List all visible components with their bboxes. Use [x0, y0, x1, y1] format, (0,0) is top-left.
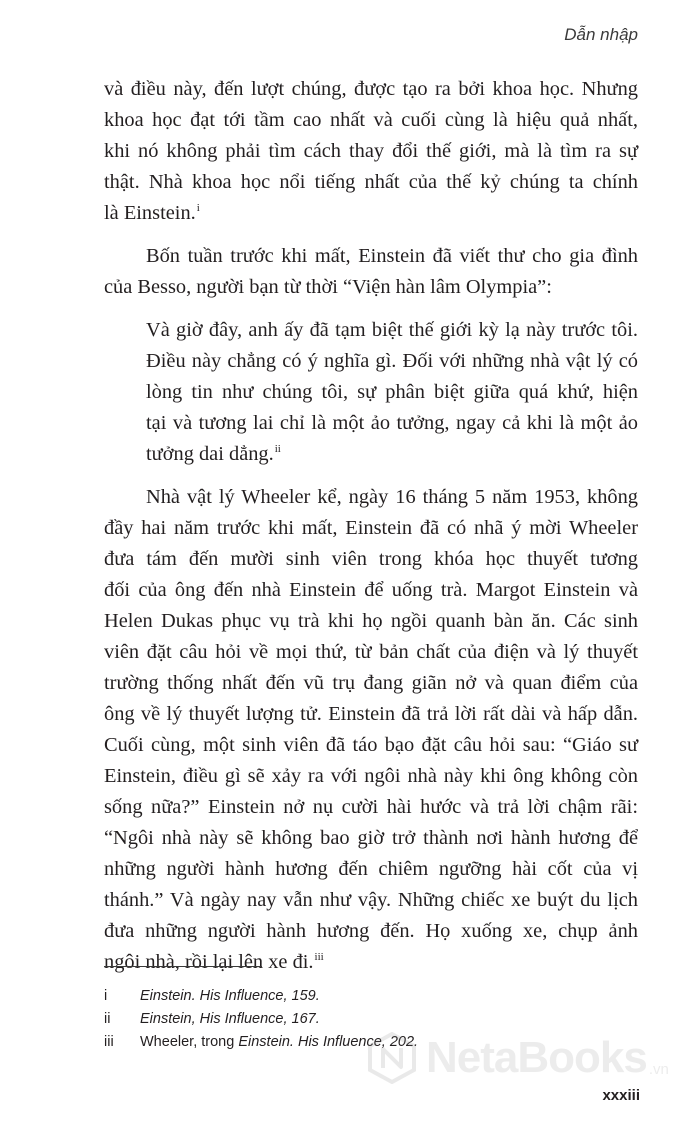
footnote-mark: i	[104, 988, 108, 1004]
text-line: Einstein, điều gì sẽ xảy ra với ngôi nhà này khi ông không còn	[104, 765, 638, 787]
text-line: “Ngôi nhà này sẽ không bao giờ trở thành nơi hành hương để	[104, 827, 638, 849]
text-line: Và giờ đây, anh ấy đã tạm biệt thế giới kỳ lạ này trước tôi.	[146, 319, 638, 341]
text-line-last	[146, 439, 638, 470]
paragraph-1	[104, 74, 638, 229]
watermark-suffix: .vn	[648, 1061, 669, 1078]
watermark-brand: NetaBooks	[426, 1033, 647, 1082]
footnote-citation: Einstein. His Influence, 202.	[238, 1034, 419, 1050]
footnote	[104, 1008, 644, 1031]
text-line: khi nó không phải tìm cách thay đổi thế giới, mà là tìm ra sự	[104, 140, 638, 162]
watermark	[366, 1032, 669, 1084]
text-line-content: là Einstein.	[104, 202, 196, 224]
text-line: Nhà vật lý Wheeler kể, ngày 16 tháng 5 năm 1953, không	[146, 486, 638, 508]
footnote-text	[140, 985, 320, 1008]
text-line: thánh.” Và ngày nay vẫn như vậy. Những chiếc xe buýt du lịch	[104, 889, 638, 911]
text-line: Bốn tuần trước khi mất, Einstein đã viết thư cho gia đình	[146, 245, 638, 267]
text-line: những người hành hương đến chiêm ngưỡng hài cốt của vị	[104, 858, 638, 880]
footnote-reference[interactable]: i	[196, 202, 200, 214]
text-line: đối của ông đến nhà Einstein để uống trà. Margot Einstein và	[104, 579, 638, 601]
footnote-mark: ii	[104, 1011, 111, 1027]
footnote-text	[140, 1008, 320, 1031]
text-line: của Besso, người bạn từ thời “Viện hàn lâm Olympia”:	[104, 276, 552, 298]
text-line: Điều này chẳng có ý nghĩa gì. Đối với những nhà vật lý có	[146, 350, 638, 372]
text-line-last	[104, 198, 638, 229]
text-line: đầy hai năm trước khi mất, Einstein đã có nhã ý mời Wheeler	[104, 517, 638, 539]
footnote-mark: iii	[104, 1034, 114, 1050]
text-line-content: tưởng dai dẳng.	[146, 443, 274, 465]
page-number: xxxiii	[602, 1087, 640, 1104]
paragraph-4	[104, 482, 638, 978]
text-line: sống nữa?” Einstein nở nụ cười hài hước và trả lời chậm rãi:	[104, 796, 638, 818]
text-line: đưa những người hành hương đến. Họ xuống xe, chụp ảnh	[104, 920, 638, 942]
body-text	[104, 74, 638, 978]
footnote-plain: Wheeler, trong	[140, 1034, 239, 1050]
paragraph-2	[104, 241, 638, 303]
netabooks-logo-icon	[366, 1032, 418, 1084]
text-line: tại và tương lai chỉ là một ảo tưởng, ngay cả khi là một ảo	[146, 412, 638, 434]
text-line: khoa học đạt tới tầm cao nhất và cuối cùng là hiệu quả nhất,	[104, 109, 638, 131]
footnote-divider	[104, 966, 262, 967]
text-line: và điều này, đến lượt chúng, được tạo ra bởi khoa học. Nhưng	[104, 78, 638, 100]
text-line: lòng tin như chúng tôi, sự phân biệt giữa quá khứ, hiện	[146, 381, 638, 403]
text-line: thật. Nhà khoa học nổi tiếng nhất của thế kỷ chúng ta chính	[104, 171, 638, 193]
footnote-reference[interactable]: ii	[274, 443, 281, 455]
text-line: đưa tám đến mười sinh viên trong khóa học thuyết tương	[104, 548, 638, 570]
footnote-reference[interactable]: iii	[314, 951, 324, 963]
footnote-citation: Einstein. His Influence, 159.	[140, 988, 320, 1004]
text-line-content: ngôi nhà, rồi lại lên xe đi.	[104, 951, 314, 973]
footnote-citation: Einstein, His Influence, 167.	[140, 1011, 320, 1027]
text-line: ông về lý thuyết lượng tử. Einstein đã trả lời rất dài và hấp dẫn.	[104, 703, 638, 725]
block-quote	[146, 315, 638, 470]
text-line: Helen Dukas phục vụ trà khi họ ngồi quanh bàn ăn. Các sinh	[104, 610, 638, 632]
text-line-last	[104, 947, 638, 978]
text-line: trường thống nhất đến vũ trụ đang giãn nở và quan điểm của	[104, 672, 638, 694]
running-head: Dẫn nhập	[564, 25, 638, 44]
footnote	[104, 985, 644, 1008]
text-line: viên đặt câu hỏi về mọi thứ, từ bản chất của điện và lý thuyết	[104, 641, 638, 663]
text-line: Cuối cùng, một sinh viên đã táo bạo đặt câu hỏi sau: “Giáo sư	[104, 734, 638, 756]
